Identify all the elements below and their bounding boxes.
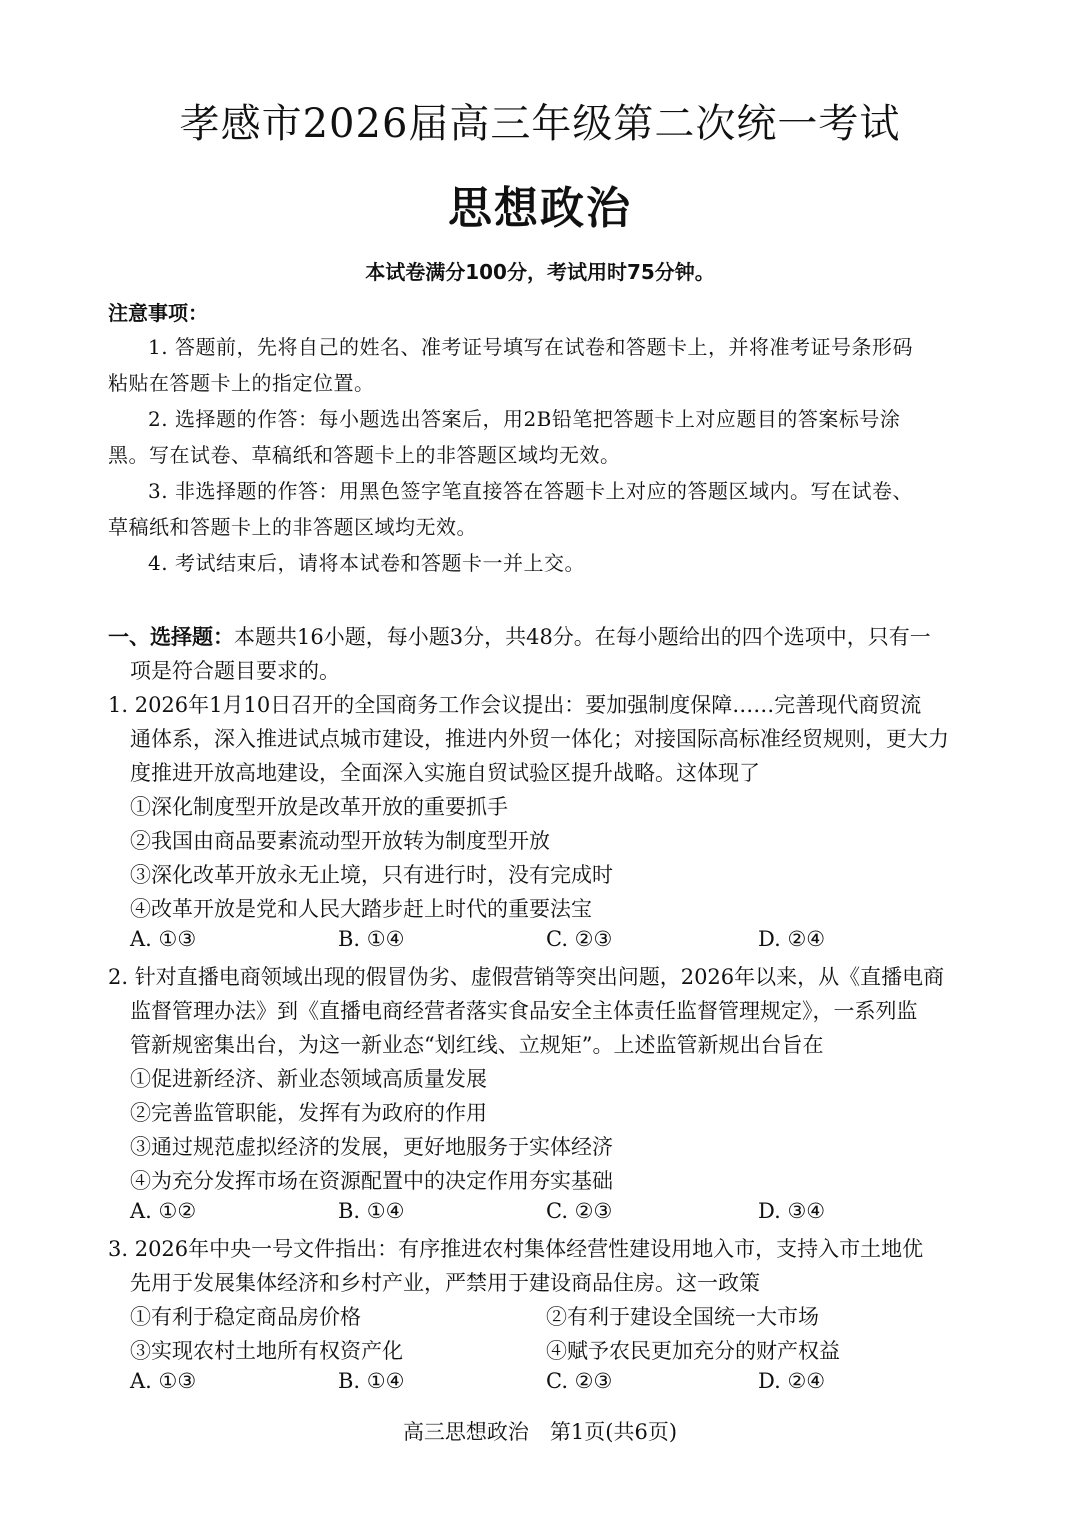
question-3-option-d: D. ②④ <box>758 1369 826 1393</box>
notice-heading: 注意事项： <box>108 301 208 325</box>
notice-line: 4. 考试结束后，请将本试卷和答题卡一并上交。 <box>148 551 585 575</box>
question-3-stem: 3. 2026年中央一号文件指出：有序推进农村集体经营性建设用地入市，支持入市土地优 <box>108 1237 924 1261</box>
notice-line: 黑。写在试卷、草稿纸和答题卡上的非答题区域均无效。 <box>108 443 621 467</box>
question-3-item: ③实现农村土地所有权资产化 <box>130 1339 403 1363</box>
question-3-stem: 先用于发展集体经济和乡村产业，严禁用于建设商品住房。这一政策 <box>130 1271 760 1295</box>
exam-info: 本试卷满分100分，考试用时75分钟。 <box>365 260 715 284</box>
question-2-option-d: D. ③④ <box>758 1199 826 1223</box>
notice-line: 草稿纸和答题卡上的非答题区域均无效。 <box>108 515 477 539</box>
question-2-stem: 监督管理办法》到《直播电商经营者落实食品安全主体责任监督管理规定》，一系列监 <box>130 999 918 1023</box>
question-2-stem: 管新规密集出台，为这一新业态“划红线、立规矩”。上述监管新规出台旨在 <box>130 1033 824 1057</box>
question-3-item: ②有利于建设全国统一大市场 <box>546 1305 819 1329</box>
question-2-item: ①促进新经济、新业态领域高质量发展 <box>130 1067 487 1091</box>
question-1-item: ①深化制度型开放是改革开放的重要抓手 <box>130 795 508 819</box>
exam-title: 孝感市2026届高三年级第二次统一考试 <box>179 101 901 147</box>
question-3-option-b: B. ①④ <box>338 1369 405 1393</box>
page-footer: 高三思想政治 第1页(共6页) <box>402 1420 678 1444</box>
question-1-item: ④改革开放是党和人民大踏步赶上时代的重要法宝 <box>130 897 592 921</box>
question-2-option-c: C. ②③ <box>546 1199 613 1223</box>
question-2-option-a: A. ①② <box>130 1199 197 1223</box>
question-3-option-a: A. ①③ <box>130 1369 197 1393</box>
question-2-item: ④为充分发挥市场在资源配置中的决定作用夯实基础 <box>130 1169 613 1193</box>
section-description: 本题共16小题，每小题3分，共48分。在每小题给出的四个选项中，只有一 <box>234 625 931 649</box>
question-3-option-c: C. ②③ <box>546 1369 613 1393</box>
question-1-option-c: C. ②③ <box>546 927 613 951</box>
question-1-option-d: D. ②④ <box>758 927 826 951</box>
question-2-stem: 2. 针对直播电商领域出现的假冒伪劣、虚假营销等突出问题，2026年以来，从《直播电商 <box>108 965 945 989</box>
question-3-item: ①有利于稳定商品房价格 <box>130 1305 361 1329</box>
notice-line: 3. 非选择题的作答：用黑色签字笔直接答在答题卡上对应的答题区域内。写在试卷、 <box>148 479 913 503</box>
question-2-option-b: B. ①④ <box>338 1199 405 1223</box>
notice-line: 粘贴在答题卡上的指定位置。 <box>108 371 375 395</box>
section-description-cont: 项是符合题目要求的。 <box>130 659 340 683</box>
question-1-stem: 1. 2026年1月10日召开的全国商务工作会议提出：要加强制度保障……完善现代商贸流 <box>108 693 922 717</box>
question-1-option-b: B. ①④ <box>338 927 405 951</box>
question-1-item: ③深化改革开放永无止境，只有进行时，没有完成时 <box>130 863 613 887</box>
notice-line: 2. 选择题的作答：每小题选出答案后，用2B铅笔把答题卡上对应题目的答案标号涂 <box>148 407 901 431</box>
notice-line: 1. 答题前，先将自己的姓名、准考证号填写在试卷和答题卡上，并将准考证号条形码 <box>148 335 913 359</box>
question-1-stem: 通体系，深入推进试点城市建设，推进内外贸一体化；对接国际高标准经贸规则，更大力 <box>130 727 949 751</box>
question-1-option-a: A. ①③ <box>130 927 197 951</box>
question-2-item: ③通过规范虚拟经济的发展，更好地服务于实体经济 <box>130 1135 613 1159</box>
question-2-item: ②完善监管职能，发挥有为政府的作用 <box>130 1101 487 1125</box>
subject-title: 思想政治 <box>448 183 632 234</box>
section-heading: 一、选择题： <box>108 625 234 649</box>
question-3-item: ④赋予农民更加充分的财产权益 <box>546 1339 840 1363</box>
question-1-item: ②我国由商品要素流动型开放转为制度型开放 <box>130 829 550 853</box>
question-1-stem: 度推进开放高地建设，全面深入实施自贸试验区提升战略。这体现了 <box>130 761 760 785</box>
section-heading-line <box>108 621 931 651</box>
